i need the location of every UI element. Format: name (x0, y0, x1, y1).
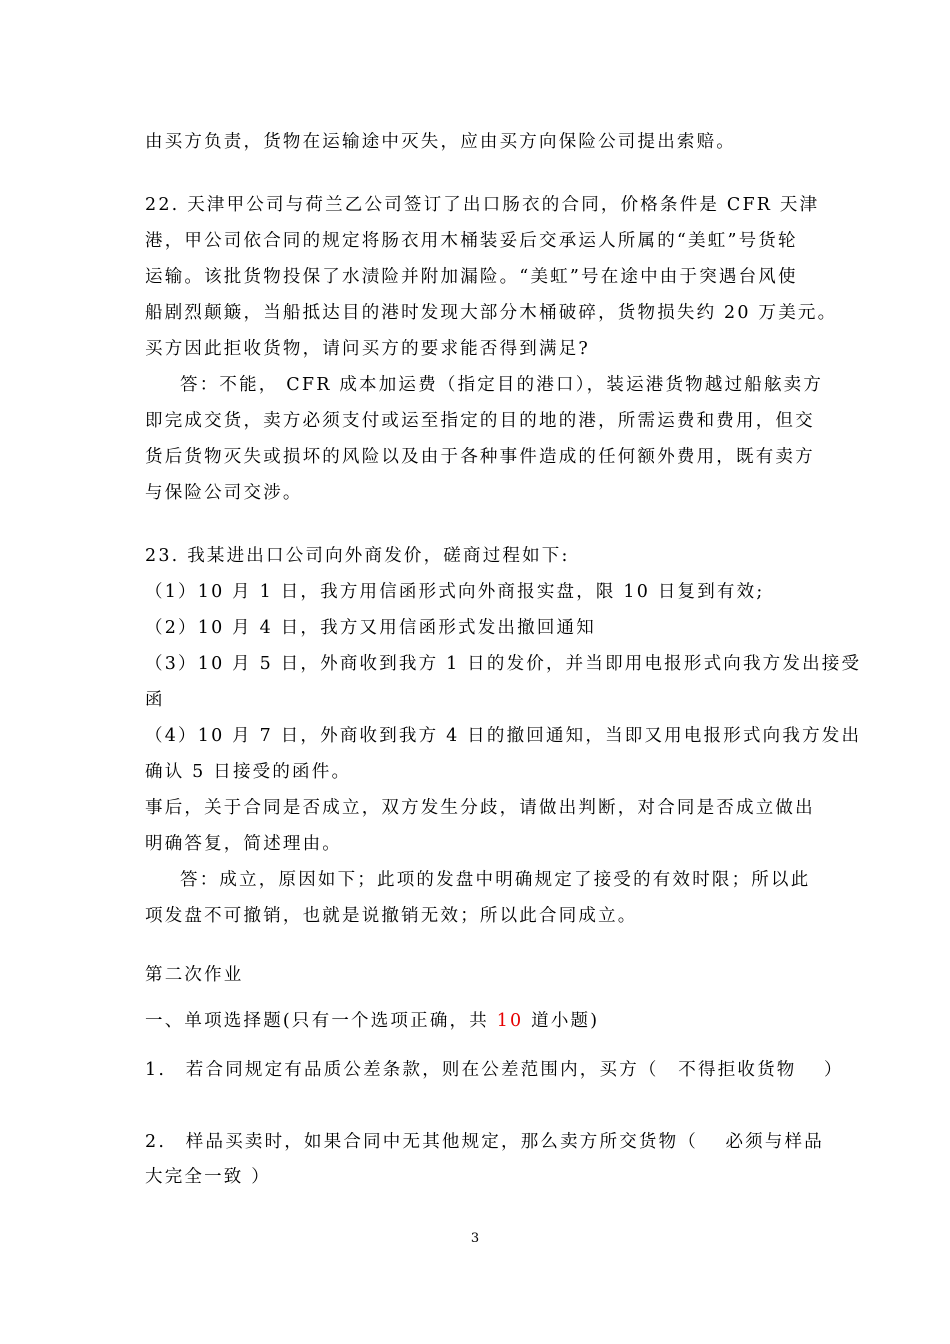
item-line: 2. 样品买卖时，如果合同中无其他规定，那么卖方所交货物（ 必须与样品 (145, 1132, 824, 1152)
answer-line: 答：成立，原因如下；此项的发盘中明确规定了接受的有效时限；所以此 (180, 870, 811, 890)
question-line: 事后，关于合同是否成立，双方发生分歧，请做出判断，对合同是否成立做出 (145, 798, 815, 818)
question-line: 买方因此拒收货物，请问买方的要求能否得到满足? (145, 339, 590, 359)
section-title: 第二次作业 (145, 965, 244, 985)
part-heading-text: 道小题) (523, 1011, 600, 1031)
question-line: 港，甲公司依合同的规定将肠衣用木桶装妥后交承运人所属的“美虹”号货轮 (145, 231, 798, 251)
item-line: 1. 若合同规定有品质公差条款，则在公差范围内，买方（ 不得拒收货物 ） (145, 1060, 844, 1080)
answer-line: 货后货物灭失或损坏的风险以及由于各种事件造成的任何额外费用，既有卖方 (145, 447, 815, 467)
item-line: 大完全一致 ） (145, 1167, 271, 1187)
question-line: （4）10 月 7 日，外商收到我方 4 日的撤回通知，当即又用电报形式向我方发出 (145, 726, 862, 746)
question-line: 确认 5 日接受的函件。 (145, 762, 352, 782)
question-line: （1）10 月 1 日，我方用信函形式向外商报实盘，限 10 日复到有效; (145, 582, 765, 602)
paragraph-continuation: 由买方负责，货物在运输途中灭失，应由买方向保险公司提出索赔。 (145, 132, 736, 152)
answer-line: 项发盘不可撤销，也就是说撤销无效；所以此合同成立。 (145, 906, 638, 926)
part-heading (145, 1009, 599, 1033)
question-line: 运输。该批货物投保了水渍险并附加漏险。“美虹”号在途中由于突遇台风使 (145, 267, 798, 287)
part-heading-text: 一、单项选择题(只有一个选项正确，共 (145, 1011, 497, 1031)
answer-line: 与保险公司交涉。 (145, 483, 303, 503)
question-line: 函 (145, 690, 165, 710)
question-line: 22. 天津甲公司与荷兰乙公司签订了出口肠衣的合同，价格条件是 CFR 天津 (145, 195, 820, 215)
question-line: 23. 我某进出口公司向外商发价，磋商过程如下: (145, 546, 570, 566)
question-line: （3）10 月 5 日，外商收到我方 1 日的发价，并当即用电报形式向我方发出接受 (145, 654, 862, 674)
page-number: 3 (470, 1231, 480, 1246)
question-count-highlight: 10 (496, 1011, 524, 1031)
question-line: （2）10 月 4 日，我方又用信函形式发出撤回通知 (145, 618, 596, 638)
question-line: 明确答复，简述理由。 (145, 834, 342, 854)
answer-line: 即完成交货，卖方必须支付或运至指定的目的地的港，所需运费和费用，但交 (145, 411, 815, 431)
answer-line: 答：不能， CFR 成本加运费（指定目的港口），装运港货物越过船舷卖方 (180, 375, 824, 395)
question-line: 船剧烈颠簸，当船抵达目的港时发现大部分木桶破碎，货物损失约 20 万美元。 (145, 303, 838, 323)
